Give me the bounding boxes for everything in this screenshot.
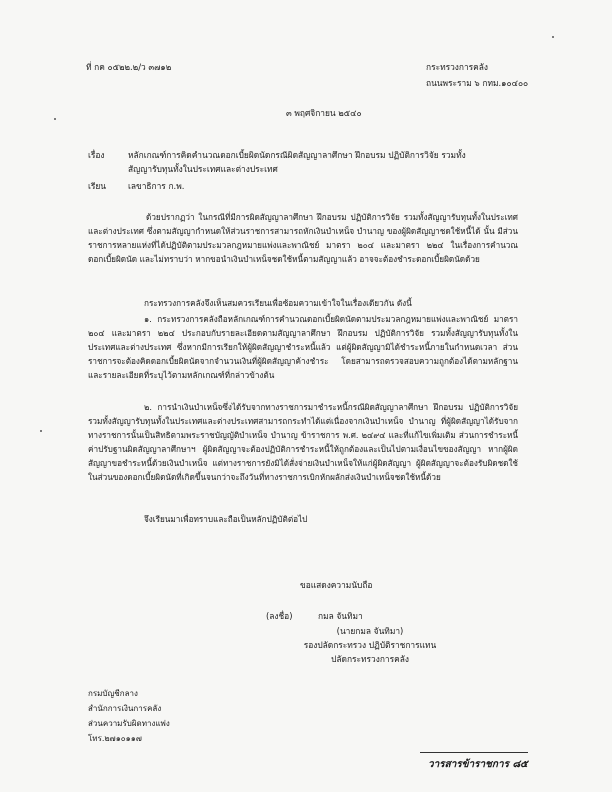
signatory-full-name: (นายกมล จันทิมา) <box>336 626 404 636</box>
ministry-address: ถนนพระราม ๖ กทม.๑๐๔๐๐ <box>426 78 529 88</box>
scan-speck <box>552 36 554 38</box>
ministry-name: กระทรวงการคลัง <box>426 62 488 72</box>
recipient-label: เรียน <box>88 181 106 191</box>
footer-rule <box>420 752 528 753</box>
body-paragraph-intro-text: ด้วยปรากฏว่า ในกรณีที่มีการผิดสัญญาลาศึกษา ฝึกอบรม ปฏิบัติการวิจัย รวมทั้งสัญญารับทุนทั้งในประเทศและต่างประเทศ ซึ่งตามสัญญากำหนดให้ส่วนราชการสามารถหักเงินบำเหน็จ บำนาญ ของผู้ผิดสัญญาชดใช้หนี้ได้ นั้น มีส่วนราชการหลายแห่งที่ได้ปฏิบัติตามประมวลกฎหมายแพ่งและพาณิชย์ มาตรา ๒๐๔ และมาตรา ๒๒๔ ในเรื่องการคำนวณดอกเบี้ยผิดนัด และไม่ทราบว่า หากขอนำเงินบำเหน็จชดใช้หนี้ตามสัญญาแล้ว อาจจะต้องชำระดอกเบี้ยผิดนัดด้วย <box>88 212 518 264</box>
signatory-position-1: รองปลัดกระทรวง ปฏิบัติราชการแทน <box>303 640 437 650</box>
sender-department: กรมบัญชีกลาง <box>88 689 138 698</box>
body-paragraph-item-1-text: ๑. กระทรวงการคลังถือหลักเกณฑ์การคำนวณดอกเบี้ยผิดนัดตามประมวลกฎหมายแพ่งและพาณิชย์ มาตรา ๒๐๔ และมาตรา ๒๒๔ ประกอบกับรายละเอียดตามสัญญาลาศึกษา ฝึกอบรม ปฏิบัติการวิจัย รวมทั้งสัญญารับทุนทั้งในประเทศและต่างประเทศ ซึ่งหากมีการเรียกให้ผู้ผิดสัญญาชำระหนี้แล้ว แต่ผู้ผิดสัญญามิได้ชำระหนี้ภายในกำหนดเวลา ส่วนราชการจะต้องคิดดอกเบี้ยผิดนัดจากจำนวนเงินที่ผู้ผิดสัญญาค้างชำระ โดยสามารถตรวจสอบความถูกต้องได้ตามหลักฐานและรายละเอียดที่ระบุไว้ตามหลักเกณฑ์ที่กล่าวข้างต้น <box>88 314 518 380</box>
closing-salutation: ขอแสดงความนับถือ <box>300 580 373 590</box>
body-paragraph-closing <box>88 512 518 526</box>
body-paragraph-intro <box>88 210 518 266</box>
body-paragraph-item-1 <box>88 312 518 382</box>
subject-label: เรื่อง <box>88 150 105 160</box>
subject-line-2: สัญญารับทุนทั้งในประเทศและต่างประเทศ <box>128 164 278 174</box>
signatory-position-2: ปลัดกระทรวงการคลัง <box>331 654 409 664</box>
scan-speck <box>40 430 42 432</box>
subject-line-1: หลักเกณฑ์การคิดคำนวณดอกเบี้ยผิดนัดกรณีผิดสัญญาลาศึกษา ฝึกอบรม ปฏิบัติการวิจัย รวมทั้ง <box>128 150 466 160</box>
body-paragraph-item-2 <box>88 400 518 484</box>
signed-name: กมล จันทิมา <box>318 611 363 621</box>
scan-speck <box>54 118 56 120</box>
body-paragraph-lead <box>88 296 518 310</box>
body-paragraph-lead-text: กระทรวงการคลังจึงเห็นสมควรเรียนเพื่อซ้อมความเข้าใจในเรื่องเดียวกัน ดังนี้ <box>144 298 412 308</box>
sender-section: ส่วนความรับผิดทางแพ่ง <box>88 719 170 728</box>
document-number: ที่ กค ๐๕๒๒.๒/ว ๓๗๑๒ <box>86 62 172 72</box>
sender-phone: โทร.๒๗๑๐๑๑๗ <box>88 734 142 743</box>
body-paragraph-item-2-text: ๒. การนำเงินบำเหน็จซึ่งได้รับจากทางราชการมาชำระหนี้กรณีผิดสัญญาลาศึกษา ฝึกอบรม ปฏิบัติการวิจัย รวมทั้งสัญญารับทุนทั้งในประเทศและต่างประเทศสามารถกระทำได้แต่เนื่องจากเงินบำเหน็จ บำนาญ ที่ผู้ผิดสัญญาได้รับจากทางราชการนั้นเป็นสิทธิตามพระราชบัญญัติบำเหน็จ บำนาญ ข้าราชการ พ.ศ. ๒๔๙๔ และที่แก้ไขเพิ่มเติม ส่วนการชำระหนี้ค่าปรับฐานผิดสัญญาลาศึกษาฯ ผู้ผิดสัญญาจะต้องปฏิบัติการชำระหนี้ให้ถูกต้องและเป็นไปตามเงื่อนไขของสัญญา หากผู้ผิดสัญญาขอชำระหนี้ด้วยเงินบำเหน็จ แต่ทางราชการยังมิได้สั่งจ่ายเงินบำเหน็จให้แก่ผู้ผิดสัญญา ผู้ผิดสัญญาจะต้องรับผิดชดใช้ในส่วนของดอกเบี้ยผิดนัดที่เกิดขึ้นจนกว่าจะถึงวันที่ทางราชการเบิกหักผลักส่งเงินบำเหน็จชดใช้หนี้ด้วย <box>88 402 518 482</box>
sender-office: สำนักการเงินการคลัง <box>88 704 162 713</box>
body-paragraph-closing-text: จึงเรียนมาเพื่อทราบและถือเป็นหลักปฏิบัติต่อไป <box>144 514 308 524</box>
document-date: ๓ พฤศจิกายน ๒๕๔๐ <box>286 108 362 118</box>
signed-prefix: (ลงชื่อ) <box>266 611 293 621</box>
publication-footer: วารสารข้าราชการ ๘๕ <box>428 759 528 770</box>
recipient-value: เลขาธิการ ก.พ. <box>128 181 185 191</box>
